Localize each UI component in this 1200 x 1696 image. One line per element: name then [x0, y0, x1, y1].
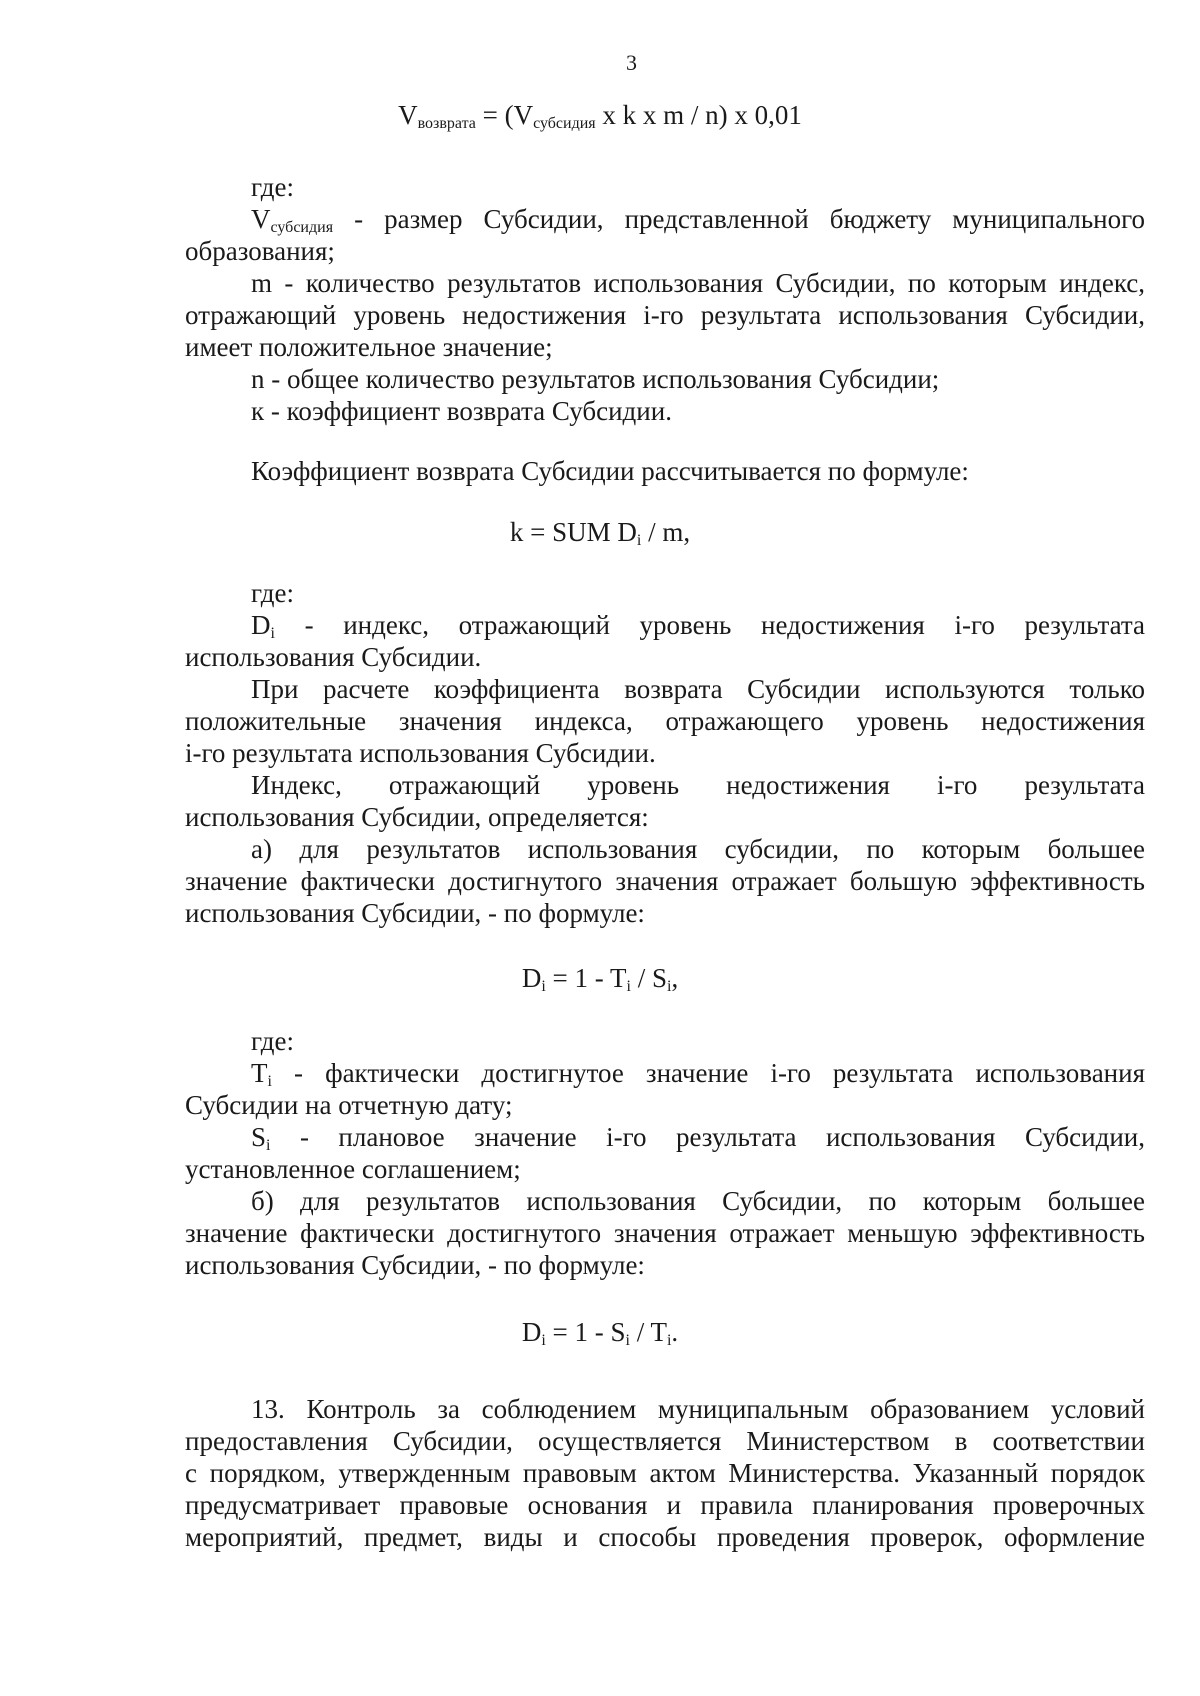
paragraph-positive-values-cont: i-го результата использования Субсидии.	[185, 738, 656, 768]
paragraph-index-defined: Индекс, отражающий уровень недостижения i-го результата	[251, 770, 1145, 800]
formula-return-amount: $V_{возврата} = (V_{субсидия}$ x k x m / n) x 0,01	[398, 100, 802, 132]
formula-b: $D_i = 1 - S_i / T_i$.	[521, 1317, 679, 1349]
clause-b: б) для результатов использования Субсидии, по которым большее	[251, 1186, 1145, 1216]
clause-b-cont: использования Субсидии, - по формуле:	[185, 1250, 645, 1280]
formula-a: $D_i = 1 - T_i / S_i$,	[521, 963, 679, 995]
definition-t-cont: Субсидии на отчетную дату;	[185, 1090, 513, 1120]
definition-m-cont: отражающий уровень недостижения i-го результата использования Субсидии,	[185, 300, 1145, 330]
section-13-cont: с порядком, утвержденным правовым актом Министерства. Указанный порядок	[185, 1458, 1145, 1488]
page-number: 3	[626, 50, 637, 75]
definition-v-subsidy: $V_{субсидия}$ - размер Субсидии, представленной бюджету муниципального	[251, 204, 1145, 236]
paragraph-index-defined-cont: использования Субсидии, определяется:	[185, 802, 649, 832]
definition-s-cont: установленное соглашением;	[185, 1154, 521, 1184]
section-13-cont: предоставления Субсидии, осуществляется Министерством в соответствии	[185, 1426, 1145, 1456]
definition-n: n - общее количество результатов использования Субсидии;	[251, 364, 940, 394]
definition-m: m - количество результатов использования Субсидии, по которым индекс,	[251, 268, 1145, 298]
definition-v-subsidy-cont: образования;	[185, 236, 335, 266]
definition-m-cont: имеет положительное значение;	[185, 332, 553, 362]
section-13-cont: предусматривает правовые основания и правила планирования проверочных	[185, 1490, 1145, 1520]
k-formula-intro: Коэффициент возврата Субсидии рассчитывается по формуле:	[251, 456, 969, 486]
paragraph-positive-values-cont: положительные значения индекса, отражающего уровень недостижения	[185, 706, 1145, 736]
definition-d-cont: использования Субсидии.	[185, 642, 482, 672]
clause-b-cont: значение фактически достигнутого значения отражает меньшую эффективность	[185, 1218, 1145, 1248]
formula-k: k = SUM $D_i$ / m,	[509, 517, 691, 549]
paragraph-positive-values: При расчете коэффициента возврата Субсидии используются только	[251, 674, 1145, 704]
definition-k: к - коэффициент возврата Субсидии.	[251, 396, 672, 426]
where-label: где:	[251, 578, 294, 608]
where-label: где:	[251, 1026, 294, 1056]
clause-a: а) для результатов использования субсидии, по которым большее	[251, 834, 1145, 864]
clause-a-cont: использования Субсидии, - по формуле:	[185, 898, 645, 928]
definition-s: $S_i$ - плановое значение i-го результата использования Субсидии,	[251, 1122, 1145, 1154]
definition-d: $D_i$ - индекс, отражающий уровень недостижения i-го результата	[251, 610, 1145, 642]
where-label: где:	[251, 172, 294, 202]
definition-t: $T_i$ - фактически достигнутое значение i-го результата использования	[251, 1058, 1145, 1090]
section-13: 13. Контроль за соблюдением муниципальным образованием условий	[251, 1394, 1145, 1424]
clause-a-cont: значение фактически достигнутого значения отражает большую эффективность	[185, 866, 1145, 896]
section-13-cont: мероприятий, предмет, виды и способы проведения проверок, оформление	[185, 1522, 1145, 1552]
